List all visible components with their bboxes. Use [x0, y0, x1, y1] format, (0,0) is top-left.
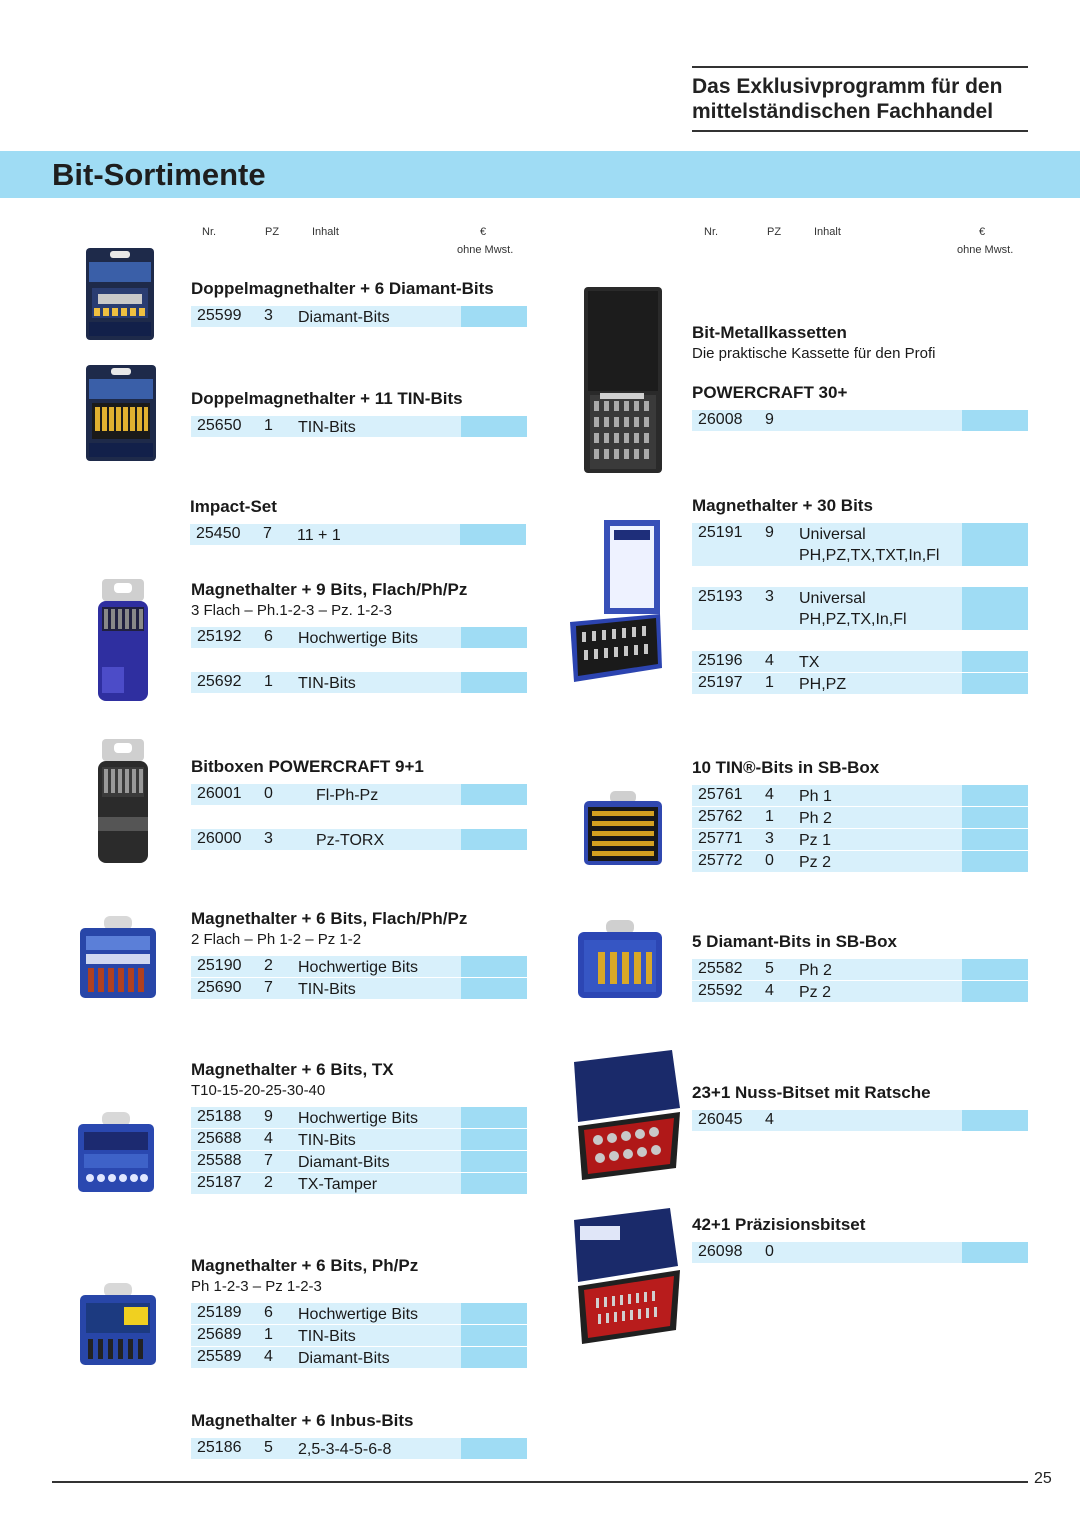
article-number: 25197 — [698, 674, 743, 691]
col-header-pz: PZ — [265, 226, 280, 238]
content-cell: Pz 2 — [799, 854, 832, 871]
product-title: Magnethalter + 6 Bits, Flach/Ph/Pz — [191, 909, 468, 928]
product-title: Magnethalter + 6 Bits, TX — [191, 1060, 394, 1079]
price-cell — [461, 1438, 527, 1459]
article-number: 25690 — [197, 979, 242, 996]
page-number: 25 — [1034, 1470, 1052, 1487]
check-digit: 1 — [264, 417, 273, 434]
product-section — [191, 1256, 527, 1368]
check-digit: 7 — [263, 525, 272, 542]
product-section — [191, 1411, 527, 1459]
content-cell: Pz-TORX — [316, 832, 385, 849]
col-header-nr: Nr. — [704, 226, 719, 238]
product-section — [692, 1083, 1028, 1131]
article-number: 25688 — [197, 1130, 242, 1147]
check-digit: 1 — [264, 673, 273, 690]
price-cell — [461, 829, 527, 850]
check-digit: 9 — [765, 524, 774, 541]
content-cell: Hochwertige Bits — [298, 1110, 419, 1127]
check-digit: 4 — [765, 982, 774, 999]
product-image — [86, 248, 154, 340]
article-number: 25689 — [197, 1326, 242, 1343]
table-row — [692, 1242, 1028, 1263]
price-cell — [461, 416, 527, 437]
article-number: 25692 — [197, 673, 242, 690]
content-cell: 11 + 1 — [297, 527, 341, 544]
price-cell — [461, 1129, 527, 1150]
content-cell: Ph 1 — [799, 788, 832, 805]
table-row — [191, 1151, 527, 1172]
product-title: Magnethalter + 6 Bits, Ph/Pz — [191, 1256, 419, 1275]
article-number: 25188 — [197, 1108, 242, 1125]
content-cell: Diamant-Bits — [298, 1350, 390, 1367]
article-number: 26000 — [197, 830, 242, 847]
table-row — [191, 956, 527, 977]
price-cell — [461, 956, 527, 977]
price-cell — [962, 523, 1028, 566]
product-section — [692, 758, 1028, 872]
table-row — [191, 784, 527, 805]
product-section — [692, 323, 1028, 431]
price-cell — [461, 1347, 527, 1368]
product-section — [191, 757, 527, 850]
price-cell — [962, 651, 1028, 672]
col-header-euro: € — [979, 226, 986, 238]
price-cell — [962, 1110, 1028, 1131]
article-number: 25771 — [698, 830, 743, 847]
col-header-euro: € — [480, 226, 487, 238]
content-cell: Pz 2 — [799, 984, 832, 1001]
table-row — [191, 1129, 527, 1150]
price-cell — [461, 1107, 527, 1128]
product-section — [191, 1060, 527, 1194]
check-digit: 0 — [765, 852, 774, 869]
col-header-nr: Nr. — [202, 226, 217, 238]
table-row — [191, 829, 527, 850]
check-digit: 0 — [765, 1243, 774, 1260]
table-row — [191, 672, 527, 693]
table-row — [692, 851, 1028, 872]
content-cell — [799, 588, 907, 630]
table-row — [191, 416, 527, 437]
article-number: 25193 — [698, 588, 743, 605]
content-cell: Diamant-Bits — [298, 309, 390, 326]
product-section — [191, 580, 527, 693]
product-subtitle: 3 Flach – Ph.1-2-3 – Pz. 1-2-3 — [191, 602, 392, 619]
article-number: 25196 — [698, 652, 743, 669]
price-cell — [962, 851, 1028, 872]
table-row — [692, 523, 1028, 566]
check-digit: 0 — [264, 785, 273, 802]
page-title: Bit-Sortimente — [52, 157, 266, 192]
content-cell — [799, 524, 939, 566]
col-header-ohne-mwst: ohne Mwst. — [957, 244, 1014, 256]
check-digit: 9 — [765, 411, 774, 428]
table-row — [692, 587, 1028, 630]
check-digit: 4 — [264, 1130, 273, 1147]
price-cell — [962, 587, 1028, 630]
article-number: 25450 — [196, 525, 241, 542]
price-cell — [461, 1151, 527, 1172]
price-cell — [461, 1173, 527, 1194]
col-header-pz: PZ — [767, 226, 782, 238]
product-image — [78, 1281, 158, 1367]
content-cell: TIN-Bits — [298, 981, 356, 998]
content-line: PH,PZ,TX,In,Fl — [799, 611, 907, 628]
article-number: 25189 — [197, 1304, 242, 1321]
product-title: Bitboxen POWERCRAFT 9+1 — [191, 757, 424, 776]
table-row — [692, 785, 1028, 806]
article-number: 25650 — [197, 417, 242, 434]
table-row — [191, 1303, 527, 1324]
check-digit: 7 — [264, 979, 273, 996]
price-cell — [461, 627, 527, 648]
content-cell: TIN-Bits — [298, 419, 356, 436]
article-number: 25582 — [698, 960, 743, 977]
price-cell — [461, 1303, 527, 1324]
product-image — [94, 577, 152, 703]
check-digit: 4 — [264, 1348, 273, 1365]
price-cell — [962, 807, 1028, 828]
article-number: 25191 — [698, 524, 743, 541]
check-digit: 2 — [264, 957, 273, 974]
product-title: Magnethalter + 6 Inbus-Bits — [191, 1411, 414, 1430]
table-row — [191, 1173, 527, 1194]
article-number: 25772 — [698, 852, 743, 869]
header-line-2: mittelständischen Fachhandel — [692, 100, 994, 123]
table-row — [692, 829, 1028, 850]
product-image — [76, 1110, 156, 1194]
price-cell — [962, 829, 1028, 850]
product-image — [568, 1048, 682, 1182]
product-subtitle: 2 Flach – Ph 1-2 – Pz 1-2 — [191, 931, 362, 948]
product-section — [191, 389, 527, 437]
content-cell: PH,PZ — [799, 676, 847, 693]
table-row — [191, 627, 527, 648]
content-cell: Hochwertige Bits — [298, 1306, 419, 1323]
content-cell: TIN-Bits — [298, 1328, 356, 1345]
table-row — [191, 1107, 527, 1128]
price-cell — [962, 959, 1028, 980]
content-cell: TIN-Bits — [298, 1132, 356, 1149]
article-number: 26001 — [197, 785, 242, 802]
content-line: PH,PZ,TX,TXT,In,Fl — [799, 547, 940, 564]
check-digit: 1 — [765, 808, 774, 825]
article-number: 25761 — [698, 786, 743, 803]
table-row — [692, 1110, 1028, 1131]
table-row — [191, 1347, 527, 1368]
content-cell: Pz 1 — [799, 832, 832, 849]
col-header-inhalt: Inhalt — [312, 226, 339, 238]
product-title: 23+1 Nuss-Bitset mit Ratsche — [692, 1083, 931, 1102]
check-digit: 2 — [264, 1174, 273, 1191]
content-cell: Ph 2 — [799, 810, 832, 827]
check-digit: 3 — [765, 588, 774, 605]
check-digit: 1 — [765, 674, 774, 691]
product-section — [191, 909, 527, 999]
check-digit: 4 — [765, 652, 774, 669]
content-line: Universal — [799, 526, 866, 543]
price-cell — [962, 785, 1028, 806]
article-number: 25187 — [197, 1174, 242, 1191]
product-title: Doppelmagnethalter + 11 TIN-Bits — [191, 389, 463, 408]
product-section — [191, 279, 527, 327]
product-subtitle: T10-15-20-25-30-40 — [191, 1082, 326, 1099]
table-row — [692, 807, 1028, 828]
table-row — [191, 306, 527, 327]
product-title: Magnethalter + 30 Bits — [692, 496, 873, 515]
price-cell — [461, 1325, 527, 1346]
content-cell: Ph 2 — [799, 962, 832, 979]
article-number: 26098 — [698, 1243, 743, 1260]
product-image — [86, 365, 156, 461]
check-digit: 7 — [264, 1152, 273, 1169]
content-cell: Fl-Ph-Pz — [316, 787, 379, 804]
table-row — [190, 524, 526, 545]
product-section — [190, 497, 526, 545]
check-digit: 3 — [765, 830, 774, 847]
footer-rule — [52, 1481, 1028, 1483]
table-row — [692, 673, 1028, 694]
product-title: Impact-Set — [190, 497, 277, 516]
header-box — [692, 66, 1028, 132]
price-cell — [962, 673, 1028, 694]
price-cell — [461, 784, 527, 805]
article-number: 26045 — [698, 1111, 743, 1128]
price-cell — [461, 978, 527, 999]
table-row — [191, 978, 527, 999]
article-number: 25186 — [197, 1439, 242, 1456]
product-section — [692, 1215, 1028, 1263]
content-line: Universal — [799, 590, 866, 607]
col-header-inhalt: Inhalt — [814, 226, 841, 238]
check-digit: 5 — [765, 960, 774, 977]
product-title: 10 TIN®-Bits in SB-Box — [692, 758, 880, 777]
article-number: 25589 — [197, 1348, 242, 1365]
price-cell — [461, 672, 527, 693]
product-section — [692, 932, 1028, 1002]
product-image — [582, 285, 664, 475]
content-cell: Hochwertige Bits — [298, 959, 419, 976]
article-number: 25192 — [197, 628, 242, 645]
product-image — [94, 737, 152, 865]
check-digit: 3 — [264, 830, 273, 847]
product-image — [568, 518, 664, 684]
product-section — [692, 496, 1028, 694]
table-row — [191, 1438, 527, 1459]
article-number: 25592 — [698, 982, 743, 999]
content-cell: Diamant-Bits — [298, 1154, 390, 1171]
table-row — [191, 1325, 527, 1346]
check-digit: 4 — [765, 786, 774, 803]
product-title: Magnethalter + 9 Bits, Flach/Ph/Pz — [191, 580, 468, 599]
check-digit: 9 — [264, 1108, 273, 1125]
product-image — [78, 914, 158, 1000]
price-cell — [962, 981, 1028, 1002]
product-image — [576, 918, 664, 1000]
table-row — [692, 410, 1028, 431]
article-number: 25190 — [197, 957, 242, 974]
table-row — [692, 651, 1028, 672]
check-digit: 6 — [264, 628, 273, 645]
product-image — [582, 789, 664, 867]
price-cell — [962, 410, 1028, 431]
product-title: 42+1 Präzisionsbitset — [692, 1215, 866, 1234]
content-cell: Hochwertige Bits — [298, 630, 419, 647]
table-row — [692, 959, 1028, 980]
check-digit: 3 — [264, 307, 273, 324]
product-title: Bit-Metallkassetten — [692, 323, 847, 342]
product-title: POWERCRAFT 30+ — [692, 383, 848, 402]
article-number: 25762 — [698, 808, 743, 825]
content-cell: TX — [799, 654, 820, 671]
content-cell: TIN-Bits — [298, 675, 356, 692]
product-title: 5 Diamant-Bits in SB-Box — [692, 932, 897, 951]
product-subtitle: Ph 1-2-3 – Pz 1-2-3 — [191, 1278, 322, 1295]
product-image — [570, 1206, 684, 1346]
check-digit: 4 — [765, 1111, 774, 1128]
product-subtitle: Die praktische Kassette für den Profi — [692, 345, 936, 362]
price-cell — [461, 306, 527, 327]
title-band — [0, 151, 1080, 198]
article-number: 25599 — [197, 307, 242, 324]
check-digit: 5 — [264, 1439, 273, 1456]
check-digit: 6 — [264, 1304, 273, 1321]
col-header-ohne-mwst: ohne Mwst. — [457, 244, 514, 256]
content-cell: TX-Tamper — [298, 1176, 378, 1193]
price-cell — [460, 524, 526, 545]
table-row — [692, 981, 1028, 1002]
check-digit: 1 — [264, 1326, 273, 1343]
article-number: 26008 — [698, 411, 743, 428]
content-cell: 2,5-3-4-5-6-8 — [298, 1441, 392, 1458]
product-title: Doppelmagnethalter + 6 Diamant-Bits — [191, 279, 494, 298]
article-number: 25588 — [197, 1152, 242, 1169]
price-cell — [962, 1242, 1028, 1263]
header-line-1: Das Exklusivprogramm für den — [692, 75, 1003, 98]
